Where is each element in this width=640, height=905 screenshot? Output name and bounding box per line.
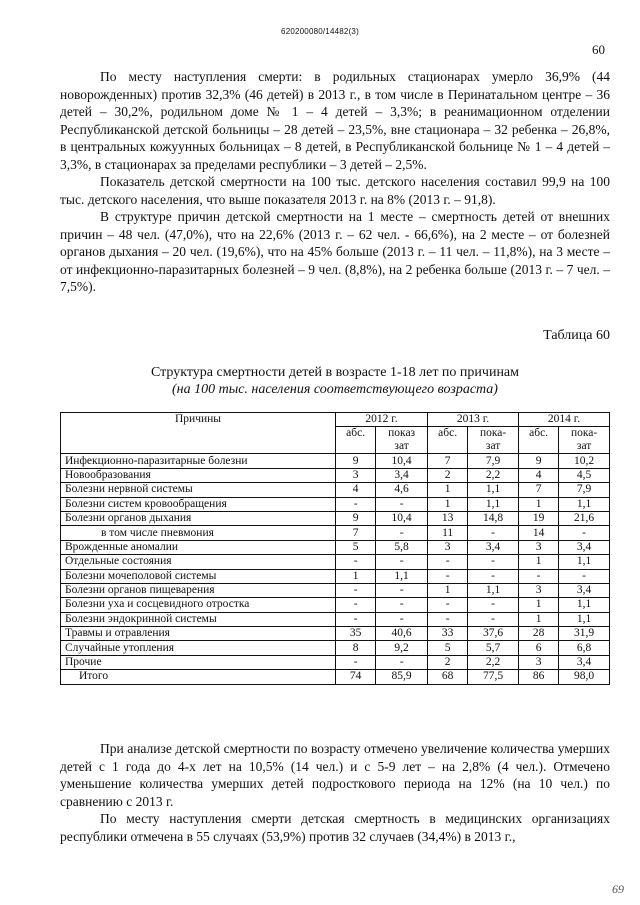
row-value-cell: 5,7 bbox=[468, 641, 519, 655]
row-value-cell: 9 bbox=[336, 511, 376, 525]
row-value-cell: 3 bbox=[336, 468, 376, 482]
row-value-cell: 3 bbox=[518, 655, 558, 669]
row-value-cell: - bbox=[376, 497, 428, 511]
table-row bbox=[61, 454, 610, 468]
row-value-cell: - bbox=[336, 655, 376, 669]
row-value-cell: - bbox=[518, 569, 558, 583]
paragraph: При анализе детской смертности по возрасту отмечено увеличение количества умерших детей с 1 года до 4-х лет на 10,5% (14 чел.) и с 5-9 лет – на 2,8% (4 чел.). Отмечено уменьшение количества умерших детей подросткового периода на 12% (на 10 чел.) по сравнению с 2013 г. bbox=[60, 741, 610, 809]
handwritten-page-mark: 69 bbox=[612, 882, 624, 896]
row-value-cell: 7 bbox=[518, 483, 558, 497]
row-value-cell: 10,4 bbox=[376, 454, 428, 468]
row-value-cell: 1 bbox=[428, 583, 468, 597]
row-value-cell: - bbox=[428, 612, 468, 626]
row-value-cell: 1 bbox=[428, 483, 468, 497]
row-cause-name: Болезни систем кровообращения bbox=[61, 497, 336, 511]
paragraph: По месту наступления смерти: в родильных стационарах умерло 36,9% (44 новорожденных) против 32,3% (46 детей) в 2013 г., в том числе в Перинатальном центре – 36 детей – 30,2%, родильном доме № 1 – 4 детей – 3,3%; в реанимационном отделении Республиканской детской больницы – 28 детей – 23,5%, вне стационара – 32 ребенка – 26,8%, в центральных кожуунных больницах – 8 детей, в Республиканской больнице № 1 – 4 детей – 3,3%, в стационарах за пределами республики – 3 детей – 2,5%. bbox=[60, 69, 610, 172]
row-cause-name: Итого bbox=[61, 670, 336, 684]
row-value-cell: - bbox=[468, 598, 519, 612]
table-label: Таблица 60 bbox=[543, 328, 610, 343]
row-value-cell: 77,5 bbox=[468, 670, 519, 684]
header-abs: абс. bbox=[428, 427, 468, 454]
header-rate: пока- зат bbox=[559, 427, 610, 454]
row-value-cell: 1,1 bbox=[376, 569, 428, 583]
row-value-cell: 11 bbox=[428, 526, 468, 540]
row-value-cell: 10,2 bbox=[559, 454, 610, 468]
row-value-cell: 7 bbox=[336, 526, 376, 540]
header-abs: абс. bbox=[336, 427, 376, 454]
row-cause-name: Врожденные аномалии bbox=[61, 540, 336, 554]
header-year: 2014 г. bbox=[518, 413, 609, 427]
row-value-cell: 14,8 bbox=[468, 511, 519, 525]
row-value-cell: 28 bbox=[518, 627, 558, 641]
row-value-cell: 6 bbox=[518, 641, 558, 655]
row-value-cell: - bbox=[336, 555, 376, 569]
row-value-cell: - bbox=[376, 612, 428, 626]
page-number: 60 bbox=[592, 42, 605, 57]
row-value-cell: 3 bbox=[518, 540, 558, 554]
header-rate: пока- зат bbox=[468, 427, 519, 454]
row-value-cell: 7,9 bbox=[559, 483, 610, 497]
row-value-cell: 14 bbox=[518, 526, 558, 540]
row-value-cell: 74 bbox=[336, 670, 376, 684]
row-value-cell: 2,2 bbox=[468, 655, 519, 669]
row-value-cell: 68 bbox=[428, 670, 468, 684]
row-value-cell: - bbox=[468, 555, 519, 569]
table-row bbox=[61, 569, 610, 583]
row-value-cell: 13 bbox=[428, 511, 468, 525]
row-value-cell: - bbox=[468, 526, 519, 540]
row-value-cell: 2,2 bbox=[468, 468, 519, 482]
header-year: 2012 г. bbox=[336, 413, 428, 427]
row-value-cell: - bbox=[376, 526, 428, 540]
row-value-cell: - bbox=[376, 583, 428, 597]
row-value-cell: 4 bbox=[336, 483, 376, 497]
row-value-cell: 5,8 bbox=[376, 540, 428, 554]
row-value-cell: - bbox=[428, 598, 468, 612]
table-title-main: Структура смертности детей в возрасте 1-18 лет по причинам bbox=[150, 365, 520, 380]
row-value-cell: - bbox=[428, 569, 468, 583]
row-cause-name: Прочие bbox=[61, 655, 336, 669]
table-subtitle: (на 100 тыс. населения соответствующего возраста) bbox=[172, 382, 498, 397]
table-row bbox=[61, 598, 610, 612]
row-value-cell: - bbox=[559, 569, 610, 583]
paragraph: Показатель детской смертности на 100 тыс. детского населения составил 99,9 на 100 тыс. детского населения, что выше показателя 2013 г. на 8% (2013 г. – 91,8). bbox=[60, 174, 610, 207]
row-value-cell: 3,4 bbox=[376, 468, 428, 482]
row-value-cell: 33 bbox=[428, 627, 468, 641]
row-value-cell: - bbox=[336, 583, 376, 597]
row-cause-name: Инфекционно-паразитарные болезни bbox=[61, 454, 336, 468]
paragraph: По месту наступления смерти детская смертность в медицинских организациях республики отмечена в 55 случаях (53,9%) против 32 случаев (34,4%) в 2013 г., bbox=[60, 811, 610, 844]
row-value-cell: 21,6 bbox=[559, 511, 610, 525]
table-row bbox=[61, 511, 610, 525]
row-value-cell: 5 bbox=[336, 540, 376, 554]
row-value-cell: 5 bbox=[428, 641, 468, 655]
row-value-cell: 98,0 bbox=[559, 670, 610, 684]
header-year: 2013 г. bbox=[428, 413, 519, 427]
row-value-cell: - bbox=[376, 555, 428, 569]
row-value-cell: - bbox=[376, 655, 428, 669]
row-value-cell: 3,4 bbox=[559, 583, 610, 597]
row-value-cell: 1,1 bbox=[559, 497, 610, 511]
header-rate: показ зат bbox=[376, 427, 428, 454]
table-row bbox=[61, 468, 610, 482]
row-value-cell: 37,6 bbox=[468, 627, 519, 641]
row-value-cell: 85,9 bbox=[376, 670, 428, 684]
row-value-cell: 1 bbox=[336, 569, 376, 583]
row-value-cell: - bbox=[336, 598, 376, 612]
row-value-cell: 40,6 bbox=[376, 627, 428, 641]
row-cause-name: Болезни мочеполовой системы bbox=[61, 569, 336, 583]
table-row bbox=[61, 670, 610, 684]
row-value-cell: 1,1 bbox=[559, 555, 610, 569]
row-value-cell: - bbox=[376, 598, 428, 612]
row-value-cell: 1 bbox=[518, 497, 558, 511]
paragraph: В структуре причин детской смертности на 1 месте – смертность детей от внешних причин – 48 чел. (47,0%), что на 22,6% (2013 г. – 62 чел. - 66,6%), на 2 месте – от болезней органов дыхания – 20 чел. (19,6%), что на 45% больше (2013 г. – 11 чел. – 11,8%), на 3 месте – от инфекционно-паразитарных болезней – 9 чел. (8,8%), на 2 ребенка больше (2013 г. – 7 чел. – 7,5%). bbox=[60, 209, 610, 294]
outro-text bbox=[60, 740, 610, 845]
row-value-cell: 9,2 bbox=[376, 641, 428, 655]
row-value-cell: 9 bbox=[336, 454, 376, 468]
row-value-cell: 1 bbox=[428, 497, 468, 511]
row-value-cell: - bbox=[559, 526, 610, 540]
row-value-cell: 3 bbox=[518, 583, 558, 597]
row-value-cell: - bbox=[428, 555, 468, 569]
row-value-cell: 4,5 bbox=[559, 468, 610, 482]
row-value-cell: 1 bbox=[518, 555, 558, 569]
row-value-cell: - bbox=[336, 497, 376, 511]
row-value-cell: 7,9 bbox=[468, 454, 519, 468]
row-value-cell: 1,1 bbox=[559, 612, 610, 626]
table-row bbox=[61, 526, 610, 540]
row-value-cell: - bbox=[468, 612, 519, 626]
table-row bbox=[61, 612, 610, 626]
row-value-cell: 4 bbox=[518, 468, 558, 482]
row-value-cell: 8 bbox=[336, 641, 376, 655]
row-value-cell: 2 bbox=[428, 655, 468, 669]
row-value-cell: 1,1 bbox=[468, 483, 519, 497]
row-value-cell: - bbox=[468, 569, 519, 583]
row-value-cell: 86 bbox=[518, 670, 558, 684]
row-value-cell: 35 bbox=[336, 627, 376, 641]
row-cause-name: Случайные утопления bbox=[61, 641, 336, 655]
table-row bbox=[61, 555, 610, 569]
row-value-cell: 3 bbox=[428, 540, 468, 554]
row-value-cell: 31,9 bbox=[559, 627, 610, 641]
intro-text bbox=[60, 68, 610, 296]
table-row bbox=[61, 655, 610, 669]
header-abs: абс. bbox=[518, 427, 558, 454]
row-value-cell: 3,4 bbox=[559, 655, 610, 669]
row-cause-name: Болезни органов пищеварения bbox=[61, 583, 336, 597]
row-value-cell: 1,1 bbox=[468, 497, 519, 511]
row-value-cell: 3,4 bbox=[468, 540, 519, 554]
row-cause-name: Отдельные состояния bbox=[61, 555, 336, 569]
row-cause-name: Новообразования bbox=[61, 468, 336, 482]
mortality-table bbox=[60, 412, 610, 685]
row-value-cell: 3,4 bbox=[559, 540, 610, 554]
row-value-cell: 1 bbox=[518, 598, 558, 612]
row-value-cell: 7 bbox=[428, 454, 468, 468]
row-cause-name: Болезни нервной системы bbox=[61, 483, 336, 497]
table-header-row bbox=[61, 413, 610, 427]
header-causes: Причины bbox=[61, 413, 336, 454]
row-cause-name: Болезни уха и сосцевидного отростка bbox=[61, 598, 336, 612]
row-value-cell: 6,8 bbox=[559, 641, 610, 655]
row-value-cell: 9 bbox=[518, 454, 558, 468]
row-value-cell: - bbox=[336, 612, 376, 626]
table-row bbox=[61, 497, 610, 511]
row-value-cell: 1,1 bbox=[559, 598, 610, 612]
row-value-cell: 1,1 bbox=[468, 583, 519, 597]
row-cause-name: в том числе пневмония bbox=[61, 526, 336, 540]
row-cause-name: Травмы и отравления bbox=[61, 627, 336, 641]
row-value-cell: 1 bbox=[518, 612, 558, 626]
row-value-cell: 4,6 bbox=[376, 483, 428, 497]
row-value-cell: 19 bbox=[518, 511, 558, 525]
table-row bbox=[61, 583, 610, 597]
table-row bbox=[61, 540, 610, 554]
row-cause-name: Болезни эндокринной системы bbox=[61, 612, 336, 626]
row-value-cell: 10,4 bbox=[376, 511, 428, 525]
table-title bbox=[60, 364, 610, 398]
row-value-cell: 2 bbox=[428, 468, 468, 482]
table-row bbox=[61, 641, 610, 655]
table-body bbox=[61, 454, 610, 684]
table-row bbox=[61, 627, 610, 641]
row-cause-name: Болезни органов дыхания bbox=[61, 511, 336, 525]
table-row bbox=[61, 483, 610, 497]
document-code: 620200080/14482(3) bbox=[281, 27, 359, 36]
